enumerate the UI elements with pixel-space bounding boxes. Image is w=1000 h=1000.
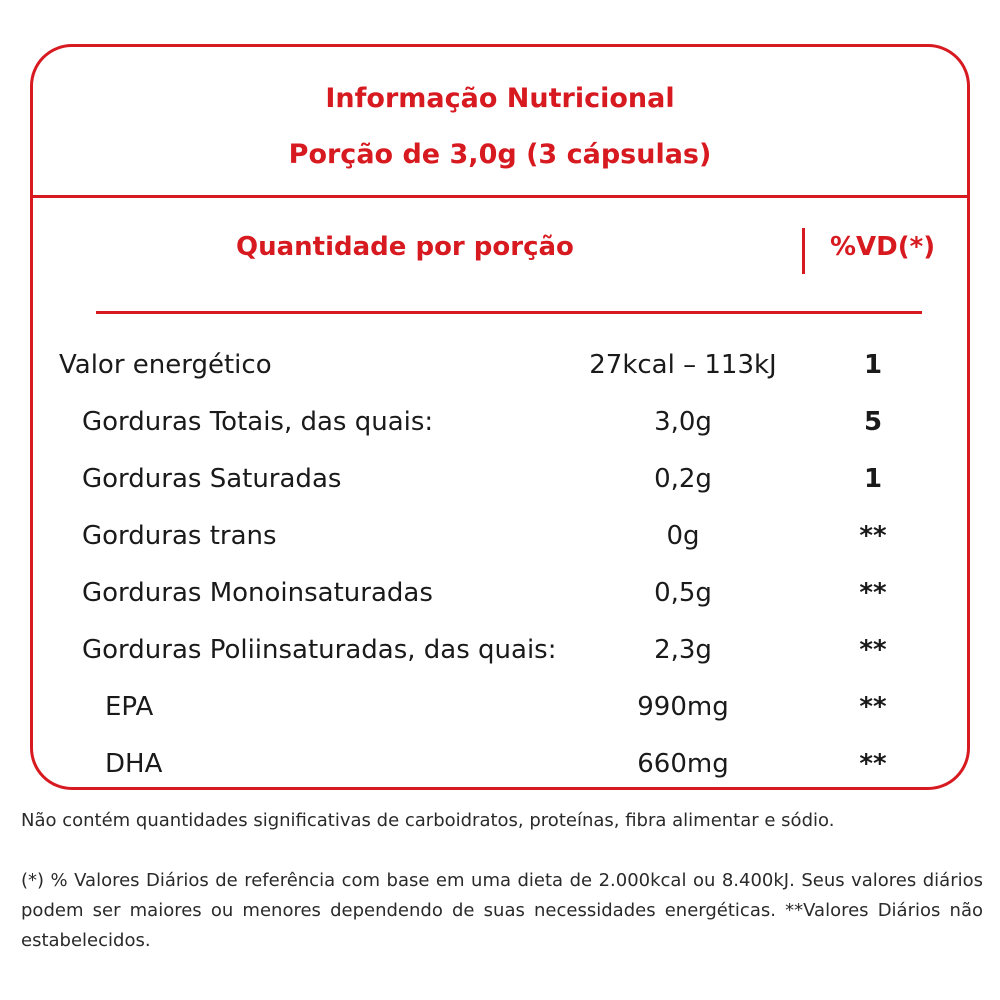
nutrient-amount: 660mg bbox=[637, 749, 729, 779]
table-row bbox=[33, 630, 967, 670]
table-row bbox=[33, 573, 967, 613]
nutrient-name: Gorduras Poliinsaturadas, das quais: bbox=[82, 635, 557, 665]
nutrient-daily-value: ** bbox=[859, 521, 887, 551]
nutrient-daily-value: ** bbox=[859, 578, 887, 608]
table-row bbox=[33, 459, 967, 499]
nutrient-name: Gorduras Totais, das quais: bbox=[82, 407, 434, 437]
quantity-per-portion-header: Quantidade por porção bbox=[236, 232, 574, 262]
table-row bbox=[33, 744, 967, 784]
nutrient-name: Valor energético bbox=[59, 350, 272, 380]
nutrient-amount: 0,2g bbox=[654, 464, 712, 494]
daily-value-header: %VD(*) bbox=[830, 232, 936, 262]
nutrient-amount: 3,0g bbox=[654, 407, 712, 437]
nutrient-amount: 990mg bbox=[637, 692, 729, 722]
nutrient-daily-value: 1 bbox=[863, 464, 883, 494]
panel-title: Informação Nutricional bbox=[325, 83, 675, 114]
nutrient-amount: 27kcal – 113kJ bbox=[589, 350, 777, 380]
nutrient-amount: 0,5g bbox=[654, 578, 712, 608]
header-rule bbox=[96, 311, 922, 314]
nutrient-amount: 0g bbox=[666, 521, 700, 551]
daily-values-footnote: (*) % Valores Diários de referência com base em uma dieta de 2.000kcal ou 8.400kJ. Seus valores diários podem ser maiores ou menores dependendo de suas necessidades energéticas. **Valores Diários não estabelecidos. bbox=[21, 870, 983, 951]
nutrient-daily-value: ** bbox=[859, 692, 887, 722]
table-row bbox=[33, 516, 967, 556]
nutrient-name: Gorduras trans bbox=[82, 521, 277, 551]
nutrient-amount: 2,3g bbox=[654, 635, 712, 665]
nutrient-name: DHA bbox=[105, 749, 163, 779]
column-divider bbox=[802, 228, 805, 274]
nutrient-name: Gorduras Saturadas bbox=[82, 464, 342, 494]
nutrient-name: Gorduras Monoinsaturadas bbox=[82, 578, 433, 608]
table-row bbox=[33, 402, 967, 442]
table-row bbox=[33, 687, 967, 727]
table-row bbox=[33, 345, 967, 385]
nutrition-facts-panel bbox=[30, 44, 970, 790]
nutrient-daily-value: ** bbox=[859, 635, 887, 665]
no-significant-amounts-note: Não contém quantidades significativas de carboidratos, proteínas, fibra alimentar e sódio. bbox=[21, 810, 835, 831]
portion-size: Porção de 3,0g (3 cápsulas) bbox=[288, 139, 712, 170]
nutrient-name: EPA bbox=[105, 692, 154, 722]
panel-header bbox=[33, 47, 967, 198]
nutrient-daily-value: 1 bbox=[863, 350, 883, 380]
nutrient-daily-value: ** bbox=[859, 749, 887, 779]
nutrient-daily-value: 5 bbox=[863, 407, 883, 437]
